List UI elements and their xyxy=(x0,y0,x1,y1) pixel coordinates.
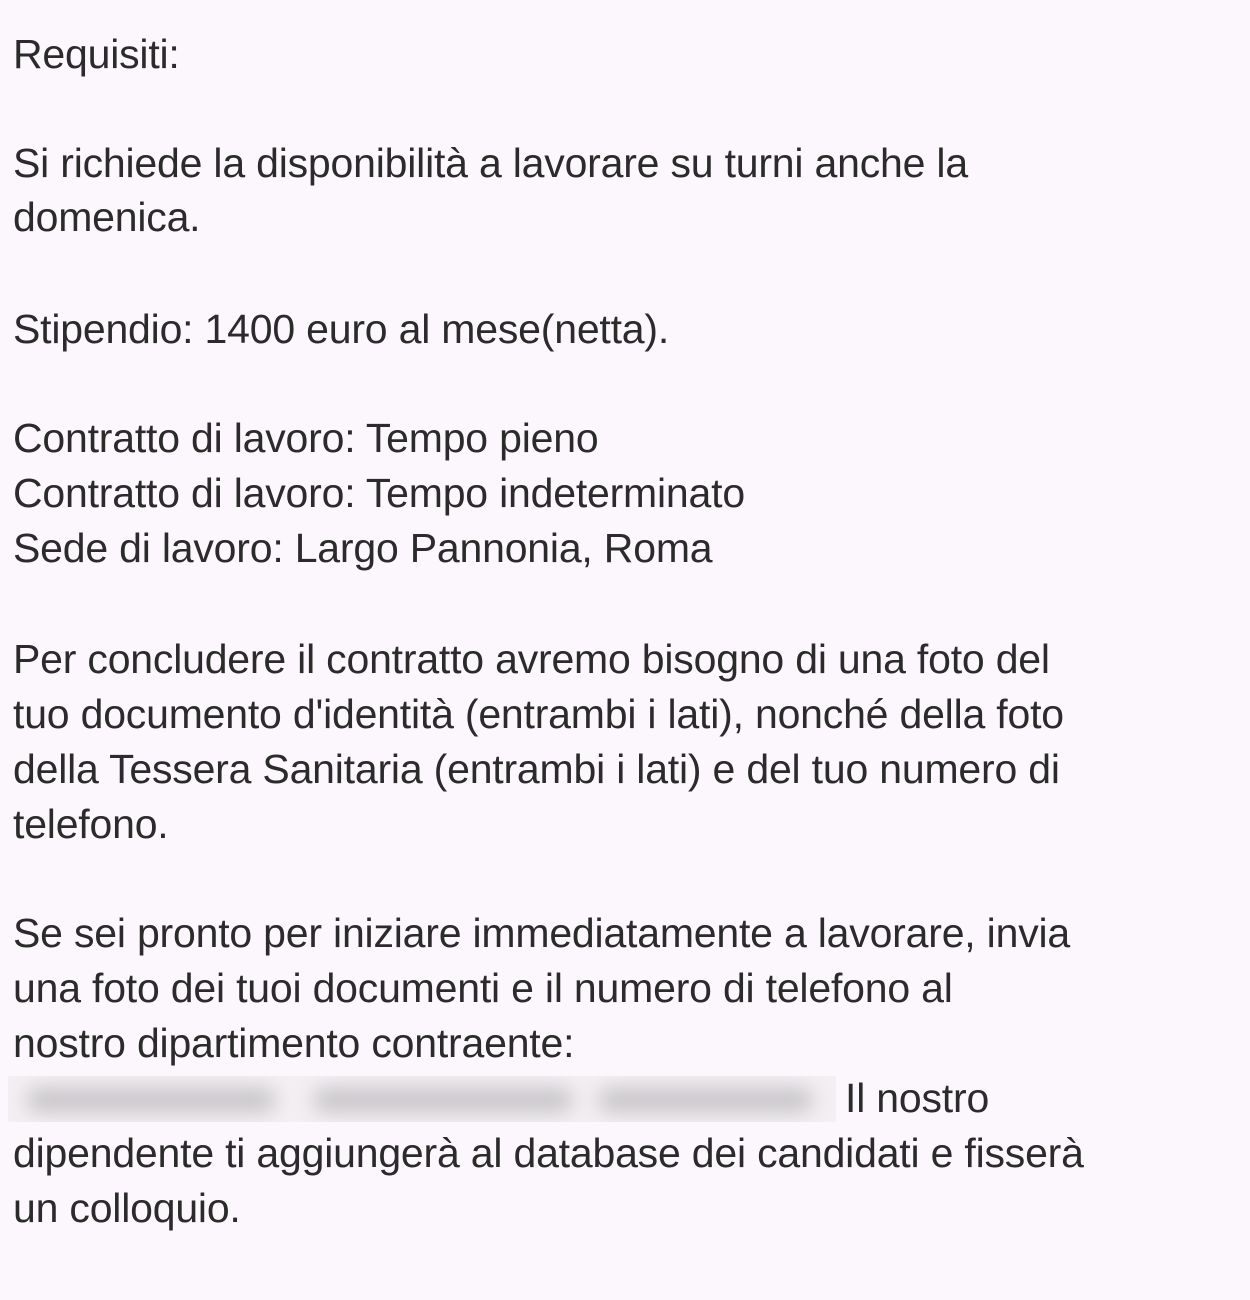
documents-line-1: Per concludere il contratto avremo bisogno di una foto del xyxy=(13,636,1050,682)
instructions-line-5: dipendente ti aggiungerà al database dei candidati e fisserà xyxy=(13,1130,1084,1176)
availability-line-1: Si richiede la disponibilità a lavorare su turni anche la xyxy=(13,140,968,186)
instructions-line-1: Se sei pronto per iniziare immediatamente a lavorare, invia xyxy=(13,910,1071,956)
documents-line-3: della Tessera Sanitaria (entrambi i lati) e del tuo numero di xyxy=(13,746,1060,792)
availability-line-2: domenica. xyxy=(13,194,201,240)
instructions-line-2: una foto dei tuoi documenti e il numero di telefono al xyxy=(13,965,953,1011)
workplace-line: Sede di lavoro: Largo Pannonia, Roma xyxy=(13,525,713,571)
salary-line: Stipendio: 1400 euro al mese(netta). xyxy=(13,306,670,352)
instructions-line-3: nostro dipartimento contraente: xyxy=(13,1020,575,1066)
contract-permanent-line: Contratto di lavoro: Tempo indeterminato xyxy=(13,470,745,516)
documents-line-4: telefono. xyxy=(13,801,169,847)
contract-fulltime-line: Contratto di lavoro: Tempo pieno xyxy=(13,415,599,461)
instructions-line-6: un colloquio. xyxy=(13,1185,241,1231)
redacted-contact-blur xyxy=(8,1076,836,1122)
documents-line-2: tuo documento d'identità (entrambi i lati), nonché della foto xyxy=(13,691,1064,737)
instructions-line-4-tail: Il nostro xyxy=(845,1075,990,1121)
requirements-heading: Requisiti: xyxy=(13,31,180,77)
